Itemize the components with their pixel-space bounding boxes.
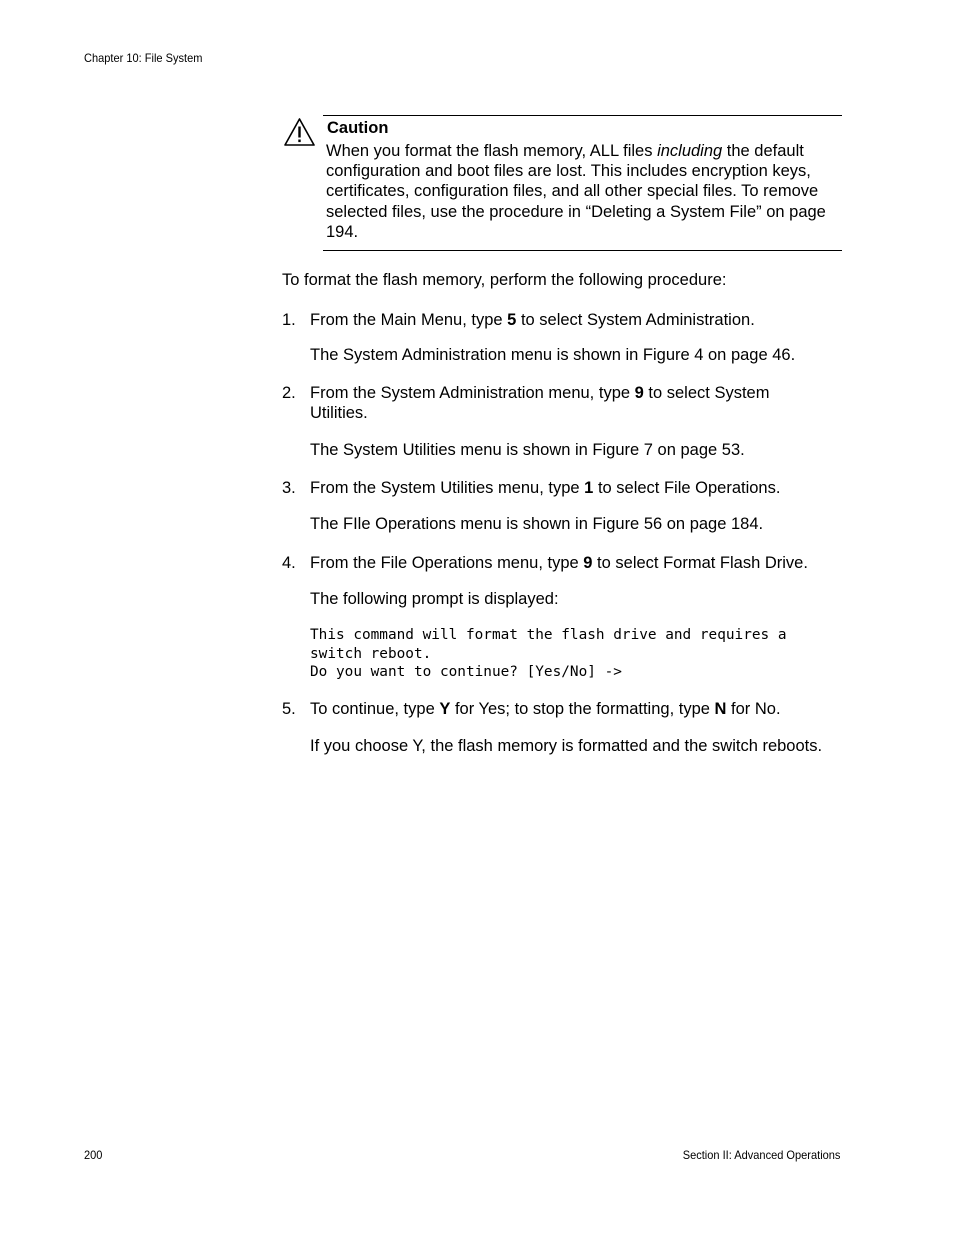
step-4-note: The following prompt is displayed: (310, 590, 559, 608)
caution-top-rule (323, 115, 842, 116)
page-number: 200 (84, 1148, 103, 1162)
caution-bottom-rule (323, 250, 842, 251)
step-2-note: The System Utilities menu is shown in Figure 7 on page 53. (310, 441, 745, 459)
step-3-note: The FIle Operations menu is shown in Figure 56 on page 184. (310, 515, 764, 533)
intro-paragraph: To format the flash memory, perform the following procedure: (282, 271, 727, 289)
step-1-note: The System Administration menu is shown in Figure 4 on page 46. (310, 346, 796, 364)
prompt-code-block: This command will format the flash drive and requires a switch reboot. Do you want to continue? [Yes/No] -> (310, 627, 787, 681)
warning-triangle-icon (283, 117, 316, 147)
caution-title: Caution (327, 119, 389, 137)
caution-body: When you format the flash memory, ALL files including the default configuration and boot files are lost. This includes encryption keys, certificates, configuration files, and all other special files. To remove selected files, use the procedure in “Deleting a System File” on page 194. (326, 142, 826, 241)
running-header: Chapter 10: File System (84, 51, 203, 65)
running-footer-section: Section II: Advanced Operations (682, 1148, 840, 1162)
caution-box (283, 115, 842, 251)
step-5-note: If you choose Y, the flash memory is formatted and the switch reboots. (310, 737, 823, 755)
